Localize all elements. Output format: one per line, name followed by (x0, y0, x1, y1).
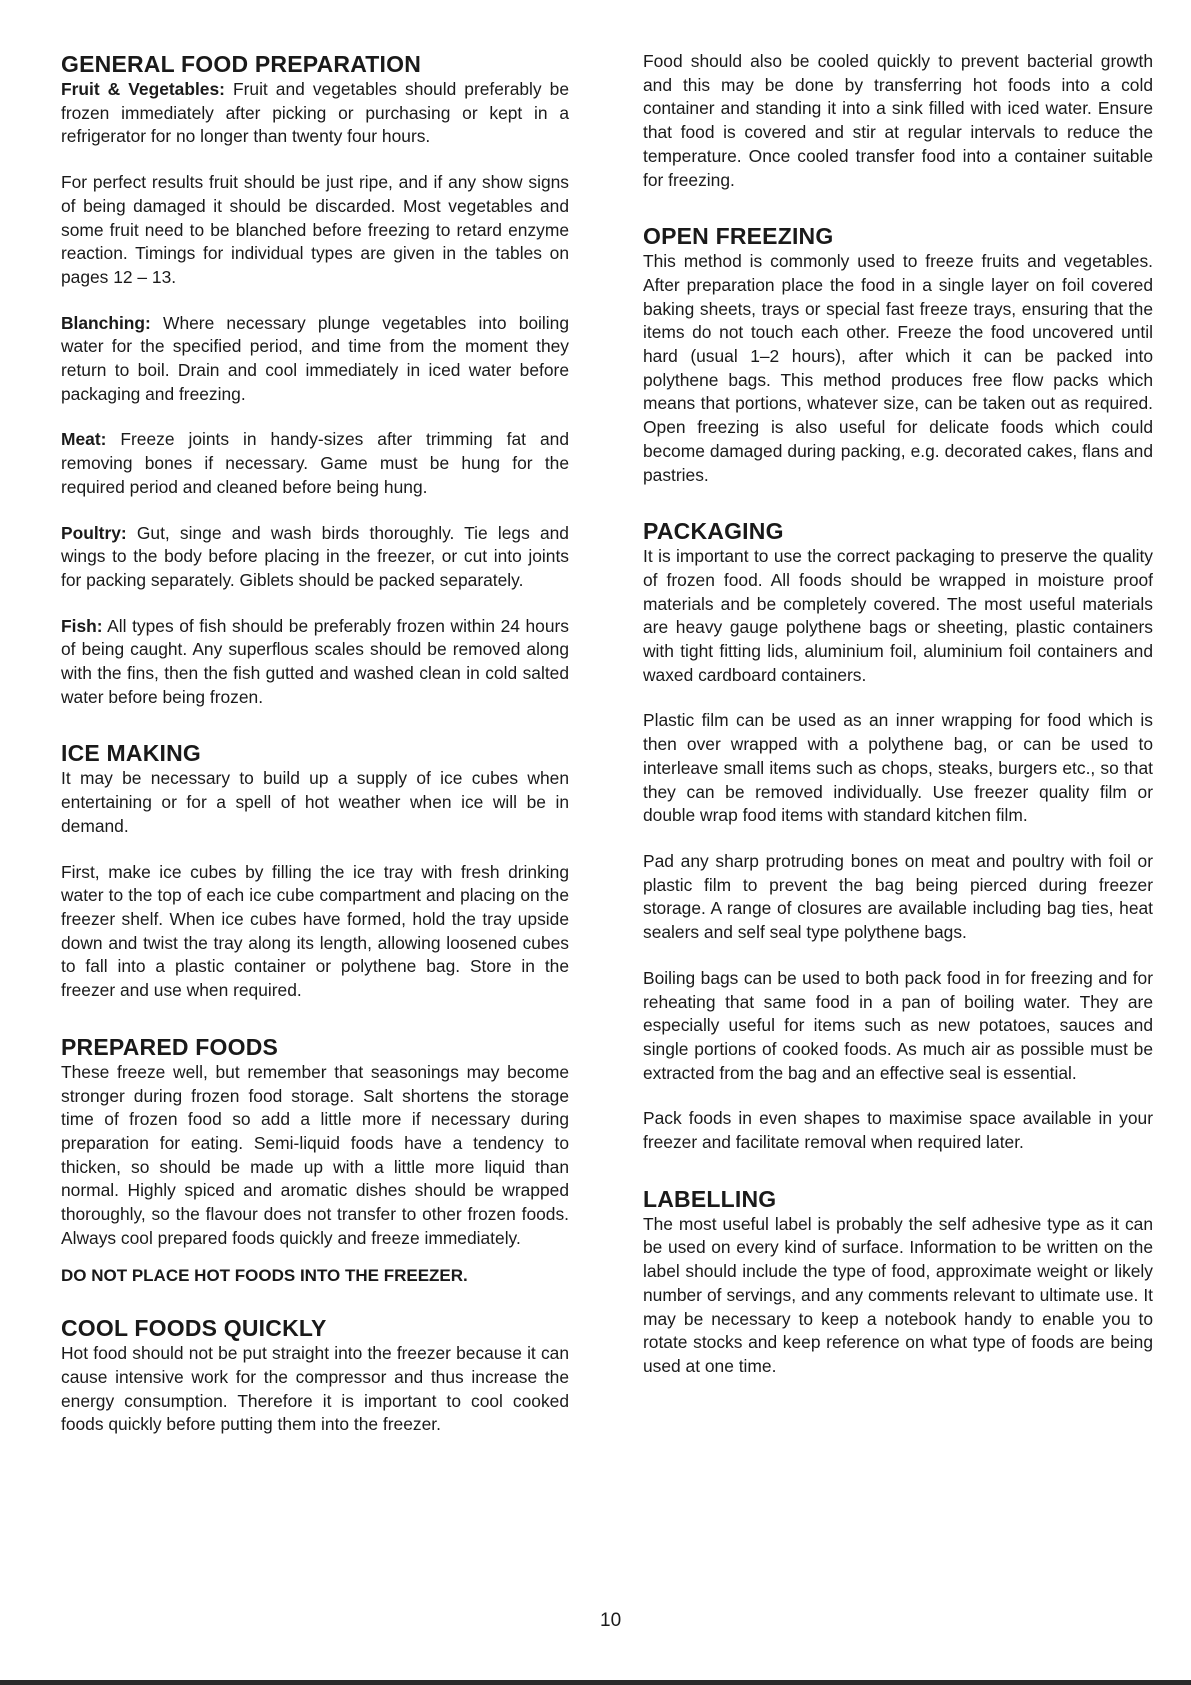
cool-foods-paragraph: Hot food should not be put straight into the freezer because it can cause intensive work for the compressor and thus increase the energy consumption. Therefore it is important to cool cooked foods quickly before putting them into the freezer. (61, 1343, 569, 1435)
open-freezing-heading: OPEN FREEZING (643, 223, 834, 250)
fish-text: All types of fish should be preferably frozen within 24 hours of being caught. Any superflous scales should be removed along with the fins, then the fish gutted and washed clean in cold salted water before being frozen. (61, 615, 569, 707)
blanching-text: Where necessary plunge vegetables into boiling water for the specified period, and time from the moment they return to boil. Drain and cool immediately in iced water before packaging and freezing. (61, 312, 569, 404)
fish-label: Fish: (61, 615, 103, 636)
ice-making-steps: First, make ice cubes by filling the ice tray with fresh drinking water to the top of each ice cube compartment and placing on the freezer shelf. When ice cubes have formed, hold the tray upside down and twist the tray along its length, allowing loosened cubes to fall into a plastic container or polythene bag. Store in the freezer and use when required. (61, 861, 569, 1001)
fruit-vegetables-label: Fruit & Vegetables: (61, 79, 225, 99)
blanching-label: Blanching: (61, 312, 151, 333)
poultry-label: Poultry: (61, 522, 127, 543)
meat-text: Freeze joints in handy-sizes after trimming fat and removing bones if necessary. Game must be hung for the required period and cleaned before being hung. (61, 429, 569, 497)
hot-foods-warning: DO NOT PLACE HOT FOODS INTO THE FREEZER. (61, 1266, 468, 1286)
meat-label: Meat: (61, 429, 107, 450)
cool-foods-quickly-heading: COOL FOODS QUICKLY (61, 1315, 327, 1342)
fruit-vegetables-paragraph (61, 78, 569, 149)
fruit-vegetables-text: Fruit and vegetables should preferably be frozen immediately after picking or purchasing or kept in a refrigerator for no longer than twenty four hours. (61, 79, 569, 147)
ice-making-heading: ICE MAKING (61, 740, 201, 767)
bottom-edge-rule (0, 1680, 1191, 1685)
labelling-paragraph: The most useful label is probably the self adhesive type as it can be used on every kind of surface. Information to be written on the label should include the type of food, approximate weight or likely number of servings, and any comments relevant to ultimate use. It may be necessary to keep a notebook handy to enable you to rotate stocks and keep reference on what type of foods are being used at one time. (643, 1213, 1153, 1376)
perfect-results-paragraph: For perfect results fruit should be just ripe, and if any show signs of being damaged it should be discarded. Most vegetables and some fruit need to be blanched before freezing to retard enzyme reaction. Timings for individual types are given in the tables on pages 12 – 13. (61, 172, 569, 287)
packaging-intro: It is important to use the correct packaging to preserve the quality of frozen food. All foods should be wrapped in moisture proof materials and be completely covered. The most useful materials are heavy gauge polythene bags or sheeting, plastic containers with tight fitting lids, aluminium foil, aluminium foil containers and waxed cardboard containers. (643, 546, 1153, 685)
left-column (61, 50, 569, 1459)
packaging-heading: PACKAGING (643, 518, 784, 545)
boiling-bags-paragraph: Boiling bags can be used to both pack food in for freezing and for reheating that same food in a pan of boiling water. They are especially useful for items such as new potatoes, sauces and single portions of cooked foods. As much air as possible must be extracted from the bag and an effective seal is essential. (643, 967, 1153, 1083)
meat-paragraph (61, 428, 569, 499)
page-number: 10 (600, 1610, 622, 1631)
poultry-text: Gut, singe and wash birds thoroughly. Tie legs and wings to the body before placing in the freezer, or cut into joints for packing separately. Giblets should be packed separately. (61, 522, 569, 590)
prepared-foods-heading: PREPARED FOODS (61, 1033, 279, 1060)
general-food-preparation-heading: GENERAL FOOD PREPARATION (61, 51, 422, 77)
poultry-paragraph (61, 522, 569, 593)
open-freezing-paragraph: This method is commonly used to freeze fruits and vegetables. After preparation place the food in a single layer on foil covered baking sheets, trays or special fast freeze trays, ensuring that the items do not touch each other. Freeze the food uncovered until hard (usual 1–2 hours), after which it can be packed into polythene bags. This method produces free flow packs which means that portions, whatever size, can be taken out as required. Open freezing is also useful for delicate foods which could become damaged during packing, e.g. decorated cakes, flans and pastries. (643, 251, 1153, 485)
plastic-film-paragraph: Plastic film can be used as an inner wrapping for food which is then over wrapped with a polythene bag, or can be used to interleave small items such as chops, steaks, burgers etc., so that they can be removed individually. Use freezer quality film or double wrap food items with standard kitchen film. (643, 710, 1153, 826)
pack-shapes-paragraph: Pack foods in even shapes to maximise space available in your freezer and facilitate removal when required later. (643, 1108, 1153, 1153)
blanching-paragraph (61, 312, 569, 407)
labelling-heading: LABELLING (643, 1185, 777, 1212)
ice-making-intro: It may be necessary to build up a supply of ice cubes when entertaining or for a spell of hot weather when ice will be in demand. (61, 768, 569, 836)
cool-foods-continued-paragraph: Food should also be cooled quickly to prevent bacterial growth and this may be done by transferring hot foods into a cold container and standing it into a sink filled with iced water. Ensure that food is covered and stir at regular intervals to reduce the temperature. Once cooled transfer food into a container suitable for freezing. (643, 51, 1153, 190)
prepared-foods-paragraph: These freeze well, but remember that seasonings may become stronger during frozen food storage. Salt shortens the storage time of frozen food so add a little more if necessary during preparation for eating. Semi-liquid foods have a tendency to thicken, so should be made up with a little more liquid than normal. Highly spiced and aromatic dishes should be wrapped thoroughly, so the flavour does not transfer to other frozen foods. Always cool prepared foods quickly and freeze immediately. (61, 1061, 569, 1248)
right-column (643, 50, 1153, 1401)
sharp-bones-paragraph: Pad any sharp protruding bones on meat and poultry with foil or plastic film to prevent the bag being pierced during freezer storage. A range of closures are available including bag ties, heat sealers and self seal type polythene bags. (643, 850, 1153, 943)
fish-paragraph (61, 615, 569, 710)
